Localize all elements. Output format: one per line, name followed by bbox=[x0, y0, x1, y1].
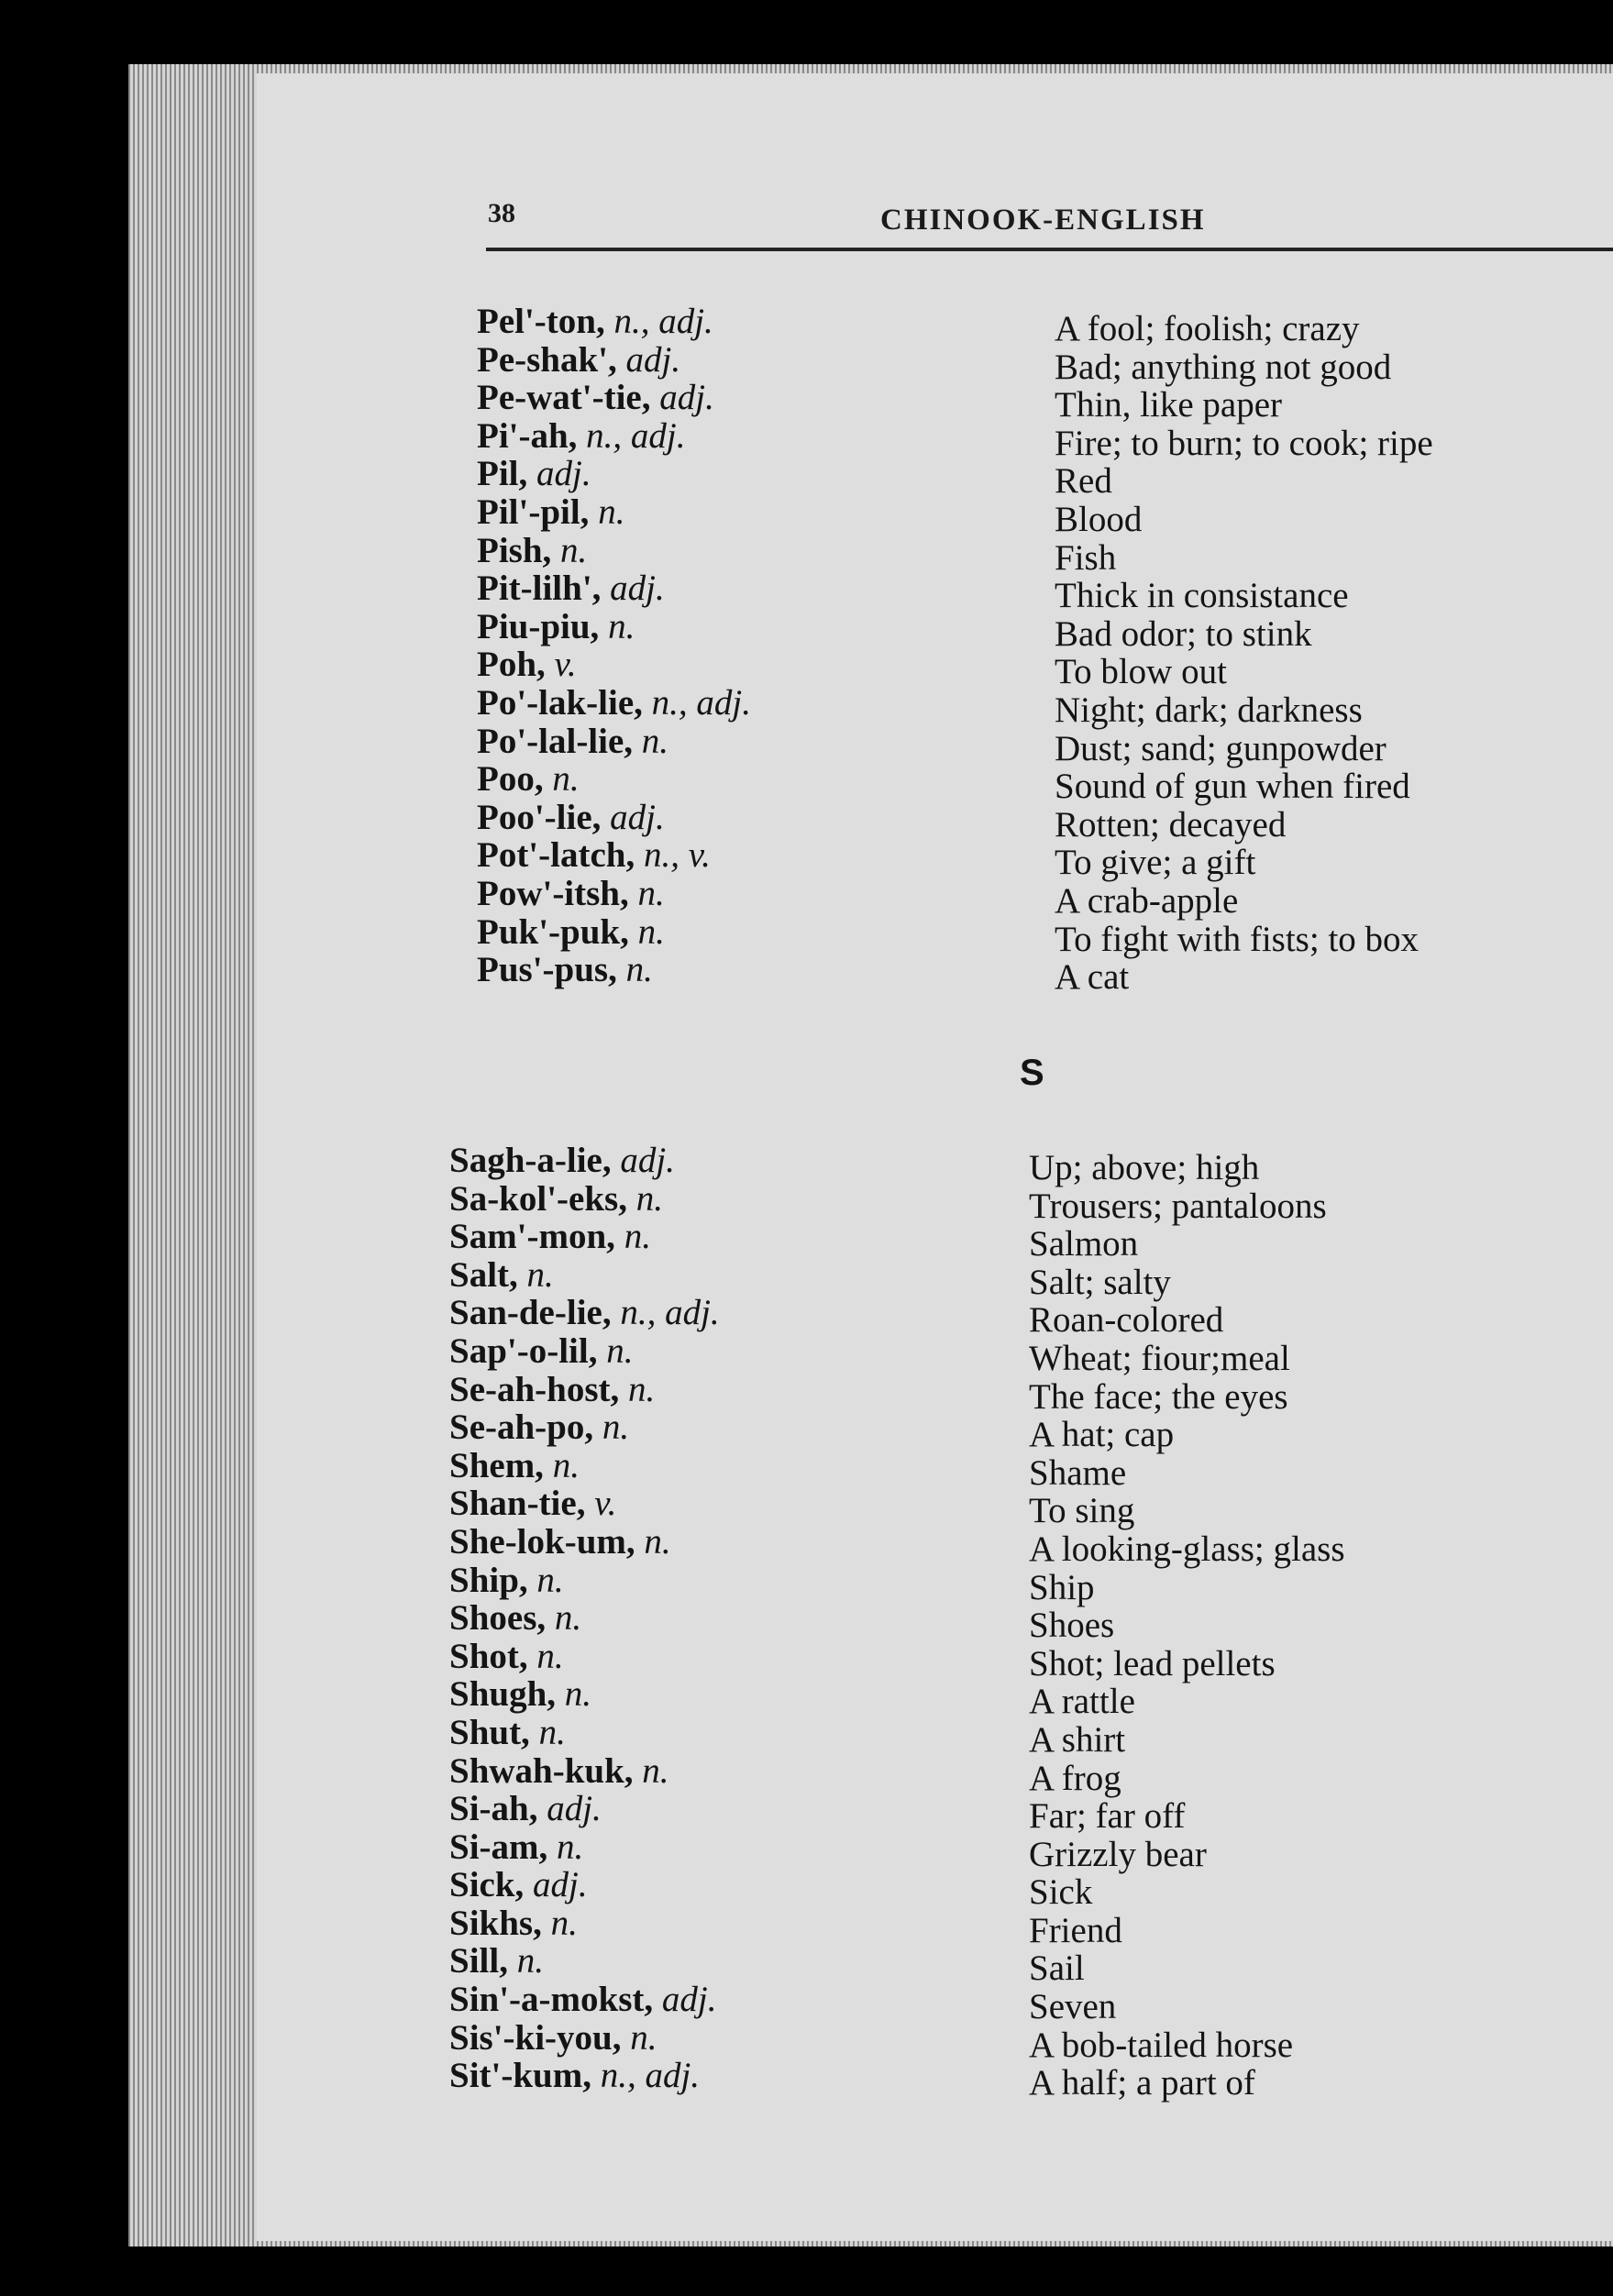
entry-part-of-speech: n. bbox=[635, 1178, 663, 1219]
entry-part-of-speech: adj. bbox=[661, 1980, 717, 2020]
entry-term-row bbox=[449, 1752, 720, 1791]
entry-part-of-speech: n., adj. bbox=[586, 415, 686, 456]
entry-term-row bbox=[477, 684, 751, 723]
entry-part-of-speech: n. bbox=[560, 530, 588, 570]
entry-part-of-speech: adj. bbox=[659, 378, 714, 418]
entry-part-of-speech: n. bbox=[526, 1254, 554, 1295]
entry-term-row bbox=[449, 1981, 720, 2019]
entry-term: Sin'-a-mokst, bbox=[449, 1980, 654, 2020]
entry-part-of-speech: n. bbox=[637, 873, 665, 913]
entry-term-row bbox=[449, 1714, 720, 1752]
entry-term: Shwah-kuk, bbox=[449, 1750, 634, 1791]
entry-term-row bbox=[449, 1332, 720, 1371]
entry-part-of-speech: n., adj. bbox=[620, 1293, 720, 1333]
entry-term-row bbox=[449, 1447, 720, 1485]
entry-term: Sill, bbox=[449, 1941, 508, 1981]
entry-term-row bbox=[477, 799, 751, 837]
entry-part-of-speech: n., adj. bbox=[651, 682, 751, 723]
entry-part-of-speech: n. bbox=[536, 1560, 564, 1600]
entry-definition: Red bbox=[1055, 461, 1112, 502]
entry-term: Sick, bbox=[449, 1865, 525, 1905]
entry-part-of-speech: n. bbox=[552, 759, 580, 800]
entry-part-of-speech: n. bbox=[630, 2017, 657, 2058]
entry-term: Pi'-ah, bbox=[477, 415, 578, 456]
entry-term-row bbox=[449, 1180, 720, 1219]
entry-part-of-speech: adj. bbox=[610, 797, 665, 837]
entry-term: Poo, bbox=[477, 759, 544, 800]
entry-definition: Sound of gun when fired bbox=[1055, 767, 1410, 807]
entry-term: Pus'-pus, bbox=[477, 950, 617, 990]
entry-term-row bbox=[449, 1828, 720, 1867]
entry-part-of-speech: n. bbox=[538, 1712, 566, 1752]
entry-term-row bbox=[477, 646, 751, 684]
entry-part-of-speech: n. bbox=[552, 1445, 580, 1485]
entry-part-of-speech: n., v. bbox=[643, 835, 711, 876]
entry-term: Poh, bbox=[477, 645, 546, 685]
entry-definition: A bob-tailed horse bbox=[1029, 2025, 1294, 2065]
entry-term: Pot'-latch, bbox=[477, 835, 635, 876]
entry-term-row bbox=[477, 951, 751, 989]
entry-definition: Shot; lead pellets bbox=[1029, 1643, 1276, 1683]
p-terms-column bbox=[477, 303, 751, 989]
entry-definition: Salmon bbox=[1029, 1224, 1139, 1264]
entry-part-of-speech: n. bbox=[550, 1903, 578, 1943]
entry-part-of-speech: n. bbox=[642, 1750, 669, 1791]
entry-term: Ship, bbox=[449, 1560, 528, 1600]
s-definitions-column bbox=[1029, 1149, 1345, 2103]
entry-term-row bbox=[449, 2019, 720, 2058]
entry-term: Se-ah-host, bbox=[449, 1369, 620, 1409]
entry-part-of-speech: n. bbox=[536, 1636, 564, 1676]
entry-term: Po'-lak-lie, bbox=[477, 682, 643, 723]
entry-part-of-speech: n. bbox=[624, 1217, 651, 1257]
entry-definition: A rattle bbox=[1029, 1682, 1135, 1722]
entry-part-of-speech: n. bbox=[637, 911, 665, 952]
entry-definition: A half; a part of bbox=[1029, 2063, 1255, 2103]
entry-part-of-speech: adj. bbox=[610, 568, 665, 609]
entry-definition: Up; above; high bbox=[1029, 1148, 1260, 1187]
entry-term-row bbox=[477, 417, 751, 456]
entry-definition: The face; the eyes bbox=[1029, 1376, 1288, 1417]
entry-definition: Trousers; pantaloons bbox=[1029, 1186, 1327, 1226]
entry-definition: Ship bbox=[1029, 1567, 1095, 1607]
entry-term-row bbox=[477, 303, 751, 341]
entry-term: Puk'-puk, bbox=[477, 911, 629, 952]
entry-part-of-speech: n. bbox=[516, 1941, 544, 1981]
entry-part-of-speech: adj. bbox=[625, 339, 681, 380]
entry-term: Pish, bbox=[477, 530, 552, 570]
entry-term: Piu-piu, bbox=[477, 606, 600, 646]
entry-definition: Salt; salty bbox=[1029, 1262, 1171, 1302]
entry-definition: Fire; to burn; to cook; ripe bbox=[1055, 423, 1433, 463]
section-letter-s: S bbox=[1020, 1053, 1044, 1093]
entry-term-row bbox=[449, 1562, 720, 1600]
entry-definition: To blow out bbox=[1055, 652, 1227, 692]
entry-part-of-speech: v. bbox=[594, 1484, 617, 1524]
entry-part-of-speech: n., adj. bbox=[613, 302, 713, 341]
entry-term-row bbox=[477, 341, 751, 380]
entry-term-row bbox=[449, 1142, 720, 1180]
entry-definition: Rotten; decayed bbox=[1055, 804, 1287, 844]
entry-term-row bbox=[449, 1371, 720, 1409]
entry-term-row bbox=[449, 1866, 720, 1904]
entry-term: Poo'-lie, bbox=[477, 797, 602, 837]
entry-definition: Bad odor; to stink bbox=[1055, 613, 1312, 654]
entry-term: Sagh-a-lie, bbox=[449, 1141, 612, 1180]
entry-term: Shem, bbox=[449, 1445, 544, 1485]
entry-definition: Sick bbox=[1029, 1872, 1093, 1913]
entry-term: Pe-shak', bbox=[477, 339, 617, 380]
page-number: 38 bbox=[488, 198, 515, 228]
entry-term-row bbox=[477, 493, 751, 532]
entry-definition: Thick in consistance bbox=[1055, 576, 1349, 616]
entry-definition: Dust; sand; gunpowder bbox=[1055, 728, 1387, 768]
entry-part-of-speech: n., adj. bbox=[600, 2056, 701, 2096]
entry-part-of-speech: n. bbox=[554, 1598, 582, 1639]
entry-term: Sis'-ki-you, bbox=[449, 2017, 622, 2058]
entry-definition: To fight with fists; to box bbox=[1055, 919, 1420, 959]
entry-definition: A hat; cap bbox=[1029, 1415, 1175, 1455]
entry-part-of-speech: n. bbox=[557, 1827, 584, 1867]
entry-definition: Blood bbox=[1055, 499, 1143, 539]
entry-term-row bbox=[477, 455, 751, 493]
entry-term: Shoes, bbox=[449, 1598, 547, 1639]
entry-term: Pel'-ton, bbox=[477, 302, 605, 341]
entry-term: Shan-tie, bbox=[449, 1484, 586, 1524]
entry-term: Se-ah-po, bbox=[449, 1407, 594, 1448]
entry-definition: Shoes bbox=[1029, 1606, 1115, 1646]
entry-term: Salt, bbox=[449, 1254, 518, 1295]
p-definitions-column bbox=[1055, 310, 1433, 997]
entry-definition: A shirt bbox=[1029, 1719, 1126, 1760]
entry-part-of-speech: n. bbox=[598, 491, 625, 532]
entry-term-row bbox=[477, 608, 751, 646]
entry-term-row bbox=[449, 1523, 720, 1562]
entry-term-row bbox=[477, 760, 751, 799]
entry-term-row bbox=[449, 1294, 720, 1332]
entry-part-of-speech: adj. bbox=[536, 454, 591, 494]
entry-term-row bbox=[449, 2057, 720, 2095]
entry-definition: Shame bbox=[1029, 1452, 1127, 1493]
entry-term-row bbox=[449, 1638, 720, 1676]
entry-definition: Seven bbox=[1029, 1987, 1117, 2027]
entry-part-of-speech: n. bbox=[608, 606, 635, 646]
entry-part-of-speech: n. bbox=[602, 1407, 630, 1448]
entry-term: Sap'-o-lil, bbox=[449, 1330, 598, 1371]
entry-part-of-speech: n. bbox=[641, 721, 669, 761]
entry-part-of-speech: n. bbox=[644, 1521, 671, 1562]
entry-term-row bbox=[477, 569, 751, 608]
entry-term-row bbox=[477, 723, 751, 761]
entry-part-of-speech: adj. bbox=[533, 1865, 588, 1905]
entry-term: Po'-lal-lie, bbox=[477, 721, 634, 761]
entry-term: Sit'-kum, bbox=[449, 2056, 591, 2096]
entry-part-of-speech: n. bbox=[564, 1674, 592, 1715]
entry-term-row bbox=[449, 1485, 720, 1523]
entry-term: Pow'-itsh, bbox=[477, 873, 629, 913]
entry-term: Shugh, bbox=[449, 1674, 557, 1715]
entry-term-row bbox=[477, 836, 751, 875]
entry-definition: Thin, like paper bbox=[1055, 385, 1282, 425]
entry-part-of-speech: n. bbox=[625, 950, 653, 990]
entry-definition: To sing bbox=[1029, 1491, 1135, 1531]
running-head: CHINOOK-ENGLISH bbox=[880, 204, 1206, 237]
entry-term-row bbox=[477, 379, 751, 417]
entry-term: Sikhs, bbox=[449, 1903, 542, 1943]
entry-term-row bbox=[449, 1218, 720, 1256]
entry-part-of-speech: adj. bbox=[620, 1141, 675, 1180]
entry-term: Pit-lilh', bbox=[477, 568, 602, 609]
entry-part-of-speech: adj. bbox=[547, 1789, 602, 1829]
entry-term-row bbox=[449, 1256, 720, 1295]
entry-term-row bbox=[449, 1904, 720, 1943]
entry-term-row bbox=[449, 1790, 720, 1828]
entry-term: Pil, bbox=[477, 454, 528, 494]
entry-term: Sa-kol'-eks, bbox=[449, 1178, 627, 1219]
entry-term-row bbox=[477, 913, 751, 952]
entry-term-row bbox=[449, 1942, 720, 1981]
entry-definition: Grizzly bear bbox=[1029, 1834, 1207, 1874]
entry-term: Shut, bbox=[449, 1712, 530, 1752]
entry-definition: Bad; anything not good bbox=[1055, 347, 1392, 387]
entry-part-of-speech: v. bbox=[554, 645, 577, 685]
entry-definition: Roan-colored bbox=[1029, 1300, 1224, 1341]
entry-definition: A frog bbox=[1029, 1758, 1121, 1798]
entry-term: San-de-lie, bbox=[449, 1293, 612, 1333]
entry-definition: A fool; foolish; crazy bbox=[1055, 309, 1360, 348]
entry-definition: Friend bbox=[1029, 1910, 1122, 1950]
entry-definition: A cat bbox=[1055, 957, 1130, 998]
entry-term: She-lok-um, bbox=[449, 1521, 635, 1562]
entry-term: Pil'-pil, bbox=[477, 491, 590, 532]
entry-definition: Wheat; fiour;meal bbox=[1029, 1338, 1290, 1378]
entry-term-row bbox=[477, 875, 751, 913]
entry-term: Shot, bbox=[449, 1636, 528, 1676]
entry-part-of-speech: n. bbox=[606, 1330, 634, 1371]
entry-term-row bbox=[449, 1408, 720, 1447]
entry-definition: A looking-glass; glass bbox=[1029, 1529, 1345, 1569]
entry-term-row bbox=[477, 532, 751, 570]
entry-term: Sam'-mon, bbox=[449, 1217, 615, 1257]
entry-definition: Far; far off bbox=[1029, 1796, 1186, 1837]
entry-definition: To give; a gift bbox=[1055, 843, 1256, 883]
entry-term: Si-ah, bbox=[449, 1789, 538, 1829]
entry-definition: Night; dark; darkness bbox=[1055, 690, 1363, 730]
entry-definition: Sail bbox=[1029, 1948, 1085, 1989]
entry-term-row bbox=[449, 1599, 720, 1638]
entry-term-row bbox=[449, 1675, 720, 1714]
entry-definition: A crab-apple bbox=[1055, 880, 1239, 921]
entry-term: Si-am, bbox=[449, 1827, 548, 1867]
entry-definition: Fish bbox=[1055, 537, 1117, 578]
s-terms-column bbox=[449, 1142, 720, 2095]
entry-term: Pe-wat'-tie, bbox=[477, 378, 651, 418]
entry-part-of-speech: n. bbox=[628, 1369, 656, 1409]
